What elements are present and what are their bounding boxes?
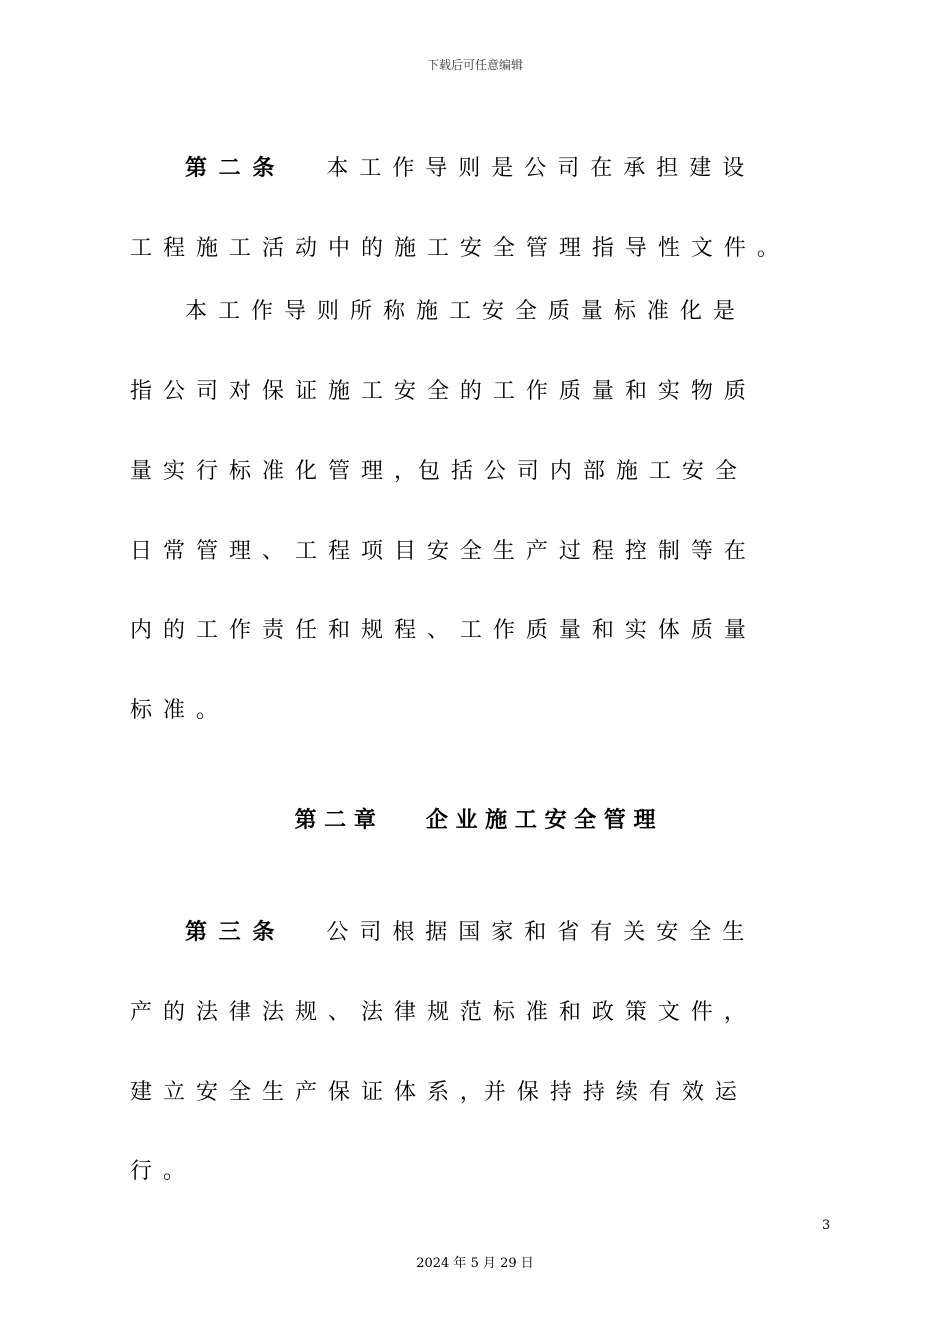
article-3-line-2: 产 的 法 律 法 规 、 法 律 规 范 标 准 和 政 策 文 件 ， — [130, 1000, 748, 1025]
article-2-first-line — [185, 154, 905, 184]
chapter-2-title: 企 业 施 工 安 全 管 理 — [425, 808, 656, 833]
article-2-line-3: 本 工 作 导 则 所 称 施 工 安 全 质 量 标 准 化 是 — [185, 299, 737, 324]
article-2-line-4: 指 公 司 对 保 证 施 工 安 全 的 工 作 质 量 和 实 物 质 — [130, 379, 748, 404]
article-2-line-7: 内 的 工 作 责 任 和 规 程 、 工 作 质 量 和 实 体 质 量 — [130, 618, 748, 643]
page-footer-date: 2024 年 5 月 29 日 — [416, 1256, 534, 1271]
article-2-line-2: 工 程 施 工 活 动 中 的 施 工 安 全 管 理 指 导 性 文 件 。 — [130, 236, 781, 261]
article-3-line-4: 行 。 — [130, 1159, 187, 1184]
page-number: 3 — [822, 1218, 831, 1233]
chapter-2-label: 第 二 章 — [294, 808, 376, 833]
article-3-line-1: 公 司 根 据 国 家 和 省 有 关 安 全 生 — [326, 920, 747, 945]
page-header: 下载后可任意编辑 — [426, 58, 523, 72]
article-3-first-line — [185, 918, 905, 948]
article-2-line-8: 标 准 。 — [130, 698, 220, 723]
article-2-line-5: 量 实 行 标 准 化 管 理 ，包 括 公 司 内 部 施 工 安 全 — [130, 459, 739, 484]
article-3-label: 第 三 条 — [185, 920, 277, 945]
article-2-label: 第 二 条 — [185, 156, 277, 181]
article-2-line-1: 本 工 作 导 则 是 公 司 在 承 担 建 设 — [326, 156, 747, 181]
chapter-2-heading — [0, 806, 950, 836]
article-2-line-6: 日 常 管 理 、 工 程 项 目 安 全 生 产 过 程 控 制 等 在 — [130, 539, 748, 564]
article-3-line-3: 建 立 安 全 生 产 保 证 体 系 ，并 保 持 持 续 有 效 运 — [130, 1080, 739, 1105]
